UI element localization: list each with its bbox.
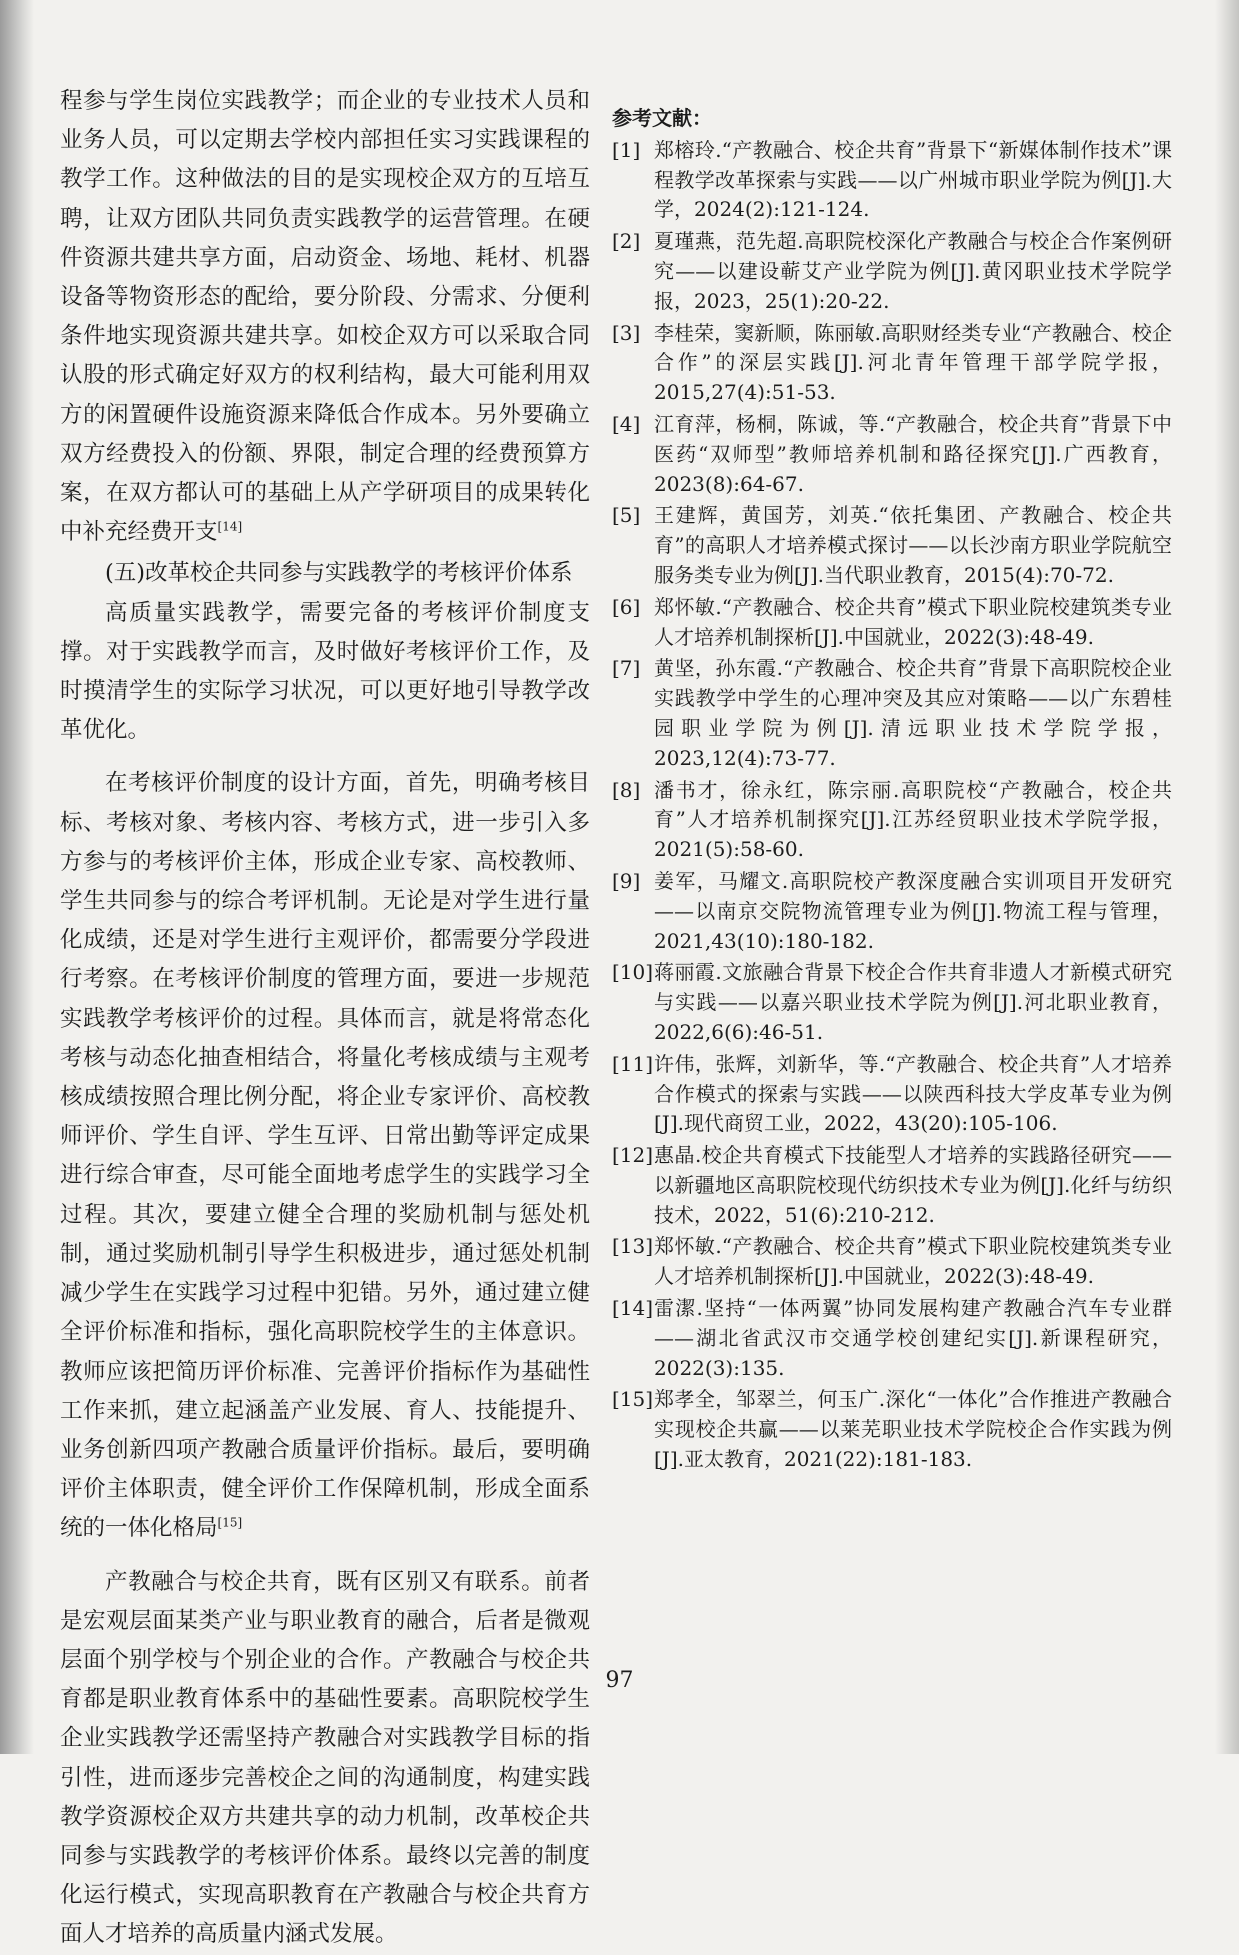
reference-item bbox=[612, 319, 1172, 408]
reference-item bbox=[612, 410, 1172, 499]
reference-number: [8] bbox=[612, 777, 641, 802]
paragraph-assessment-intro: 高质量实践教学，需要完备的考核评价制度支撑。对于实践教学而言，及时做好考核评价工作，及时摸清学生的实际学习状况，可以更好地引导教学改革优化。 bbox=[60, 599, 590, 744]
reference-item bbox=[612, 654, 1172, 773]
reference-text: 郑怀敏.“产教融合、校企共育”模式下职业院校建筑类专业人才培养机制探析[J].中国就业，2022(3):48-49. bbox=[654, 1234, 1172, 1289]
reference-number: [5] bbox=[612, 503, 641, 528]
reference-text: 黄坚，孙东霞.“产教融合、校企共育”背景下高职院校企业实践教学中学生的心理冲突及其应对策略——以广东碧桂园职业学院为例[J].清远职业技术学院学报，2023,12(4):73-77. bbox=[654, 656, 1172, 770]
reference-text: 王建辉，黄国芳，刘英.“依托集团、产教融合、校企共育”的高职人才培养模式探讨——以长沙南方职业学院航空服务类专业为例[J].当代职业教育，2015(4):70-72. bbox=[654, 503, 1172, 587]
reference-item bbox=[612, 136, 1172, 225]
paragraph-resource-sharing bbox=[60, 82, 590, 552]
reference-number: [2] bbox=[612, 229, 641, 254]
reference-number: [12] bbox=[612, 1143, 654, 1168]
reference-text: 雷潔.坚持“一体两翼”协同发展构建产教融合汽车专业群——湖北省武汉市交通学校创建纪实[J].新课程研究，2022(3):135. bbox=[654, 1296, 1172, 1380]
reference-number: [13] bbox=[612, 1234, 654, 1259]
reference-item bbox=[612, 227, 1172, 316]
reference-text: 夏瑾燕，范先超.高职院校深化产教融合与校企合作案例研究——以建设蕲艾产业学院为例[J].黄冈职业技术学院学报，2023，25(1):20-22. bbox=[654, 229, 1172, 313]
reference-number: [3] bbox=[612, 320, 641, 345]
paragraph-text: 在考核评价制度的设计方面，首先，明确考核目标、考核对象、考核内容、考核方式，进一步引入多方参与的考核评价主体，形成企业专家、高校教师、学生共同参与的综合考评机制。无论是对学生进行量化成绩，还是对学生进行主观评价，都需要分学段进行考察。在考核评价制度的管理方面，要进一步规范实践教学考核评价的过程。具体而言，就是将常态化考核与动态化抽查相结合，将量化考核成绩与主观考核成绩按照合理比例分配，将企业专家评价、高校教师评价、学生自评、学生互评、日常出勤等评定成果进行综合审查，尽可能全面地考虑学生的实践学习全过程。其次，要建立健全合理的奖励机制与惩处机制，通过奖励机制引导学生积极进步，通过惩处机制减少学生在实践学习过程中犯错。另外，通过建立健全评价标准和指标，强化高职院校学生的主体意识。教师应该把简历评价标准、完善评价指标作为基础性工作来抓，建立起涵盖产业发展、育人、技能提升、业务创新四项产教融合质量评价指标。最后，要明确评价主体职责，健全评价工作保障机制，形成全面系统的一体化格局 bbox=[60, 770, 590, 1542]
page-binding-shadow bbox=[0, 0, 34, 1754]
reference-list bbox=[612, 136, 1172, 1475]
reference-text: 李桂荣，窦新顺，陈丽敏.高职财经类专业“产教融合、校企合作”的深层实践[J].河北青年管理干部学院学报，2015,27(4):51-53. bbox=[654, 320, 1172, 405]
reference-item bbox=[612, 1294, 1172, 1383]
citation-14: [14] bbox=[217, 519, 243, 534]
reference-item bbox=[612, 776, 1172, 865]
reference-item bbox=[612, 593, 1172, 653]
reference-item bbox=[612, 501, 1172, 590]
reference-number: [11] bbox=[612, 1051, 654, 1076]
reference-text: 郑榕玲.“产教融合、校企共育”背景下“新媒体制作技术”课程教学改革探索与实践——以广州城市职业学院为例[J].大学，2024(2):121-124. bbox=[654, 137, 1172, 222]
reference-item bbox=[612, 867, 1172, 956]
reference-text: 许伟，张辉，刘新华，等.“产教融合、校企共育”人才培养合作模式的探索与实践——以陕西科技大学皮革专业为例[J].现代商贸工业，2022，43(20):105-106. bbox=[654, 1051, 1172, 1136]
paragraph-assessment-design bbox=[60, 764, 590, 1548]
reference-text: 江育萍，杨桐，陈诚，等.“产教融合，校企共育”背景下中医药“双师型”教师培养机制和路径探究[J].广西教育，2023(8):64-67. bbox=[654, 411, 1172, 496]
page-number: 97 bbox=[605, 1668, 634, 1693]
paragraph-text: 程参与学生岗位实践教学；而企业的专业技术人员和业务人员，可以定期去学校内部担任实习实践课程的教学工作。这种做法的目的是实现校企双方的互培互聘，让双方团队共同负责实践教学的运营管理。在硬件资源共建共享方面，启动资金、场地、耗材、机器设备等物资形态的配给，要分阶段、分需求、分便利条件地实现资源共建共享。如校企双方可以采取合同认股的形式确定好双方的权利结构，最大可能利用双方的闲置硬件设施资源来降低合作成本。另外要确立双方经费投入的份额、界限，制定合理的经费预算方案，在双方都认可的基础上从产学研项目的成果转化中补充经费开支 bbox=[60, 88, 590, 546]
reference-text: 姜军，马耀文.高职院校产教深度融合实训项目开发研究——以南京交院物流管理专业为例[J].物流工程与管理，2021,43(10):180-182. bbox=[654, 868, 1172, 953]
references-column bbox=[612, 104, 1172, 1477]
reference-item bbox=[612, 1385, 1172, 1474]
reference-number: [4] bbox=[612, 411, 641, 436]
reference-item bbox=[612, 1232, 1172, 1292]
reference-number: [1] bbox=[612, 137, 641, 162]
reference-number: [9] bbox=[612, 868, 641, 893]
reference-text: 郑怀敏.“产教融合、校企共育”模式下职业院校建筑类专业人才培养机制探析[J].中国就业，2022(3):48-49. bbox=[654, 594, 1172, 649]
references-title: 参考文献： bbox=[612, 106, 712, 130]
reference-number: [14] bbox=[612, 1296, 654, 1321]
paragraph-conclusion: 产教融合与校企共育，既有区别又有联系。前者是宏观层面某类产业与职业教育的融合，后者是微观层面个别学校与个别企业的合作。产教融合与校企共育都是职业教育体系中的基础性要素。高职院校学生企业实践教学还需坚持产教融合对实践教学目标的指引性，进而逐步完善校企之间的沟通制度，构建实践教学资源校企双方共建共享的动力机制，改革校企共同参与实践教学的考核评价体系。最终以完善的制度化运行模式，实现高职教育在产教融合与校企共育方面人才培养的高质量内涵式发展。 bbox=[60, 1568, 590, 1948]
reference-item bbox=[612, 1050, 1172, 1139]
reference-number: [7] bbox=[612, 656, 641, 681]
reference-item bbox=[612, 958, 1172, 1047]
reference-text: 蒋丽霞.文旅融合背景下校企合作共育非遗人才新模式研究与实践——以嘉兴职业技术学院为例[J].河北职业教育，2022,6(6):46-51. bbox=[654, 960, 1172, 1044]
citation-15: [15] bbox=[217, 1515, 243, 1530]
reference-text: 郑孝全，邹翠兰，何玉广.深化“一体化”合作推进产教融合实现校企共赢——以莱芜职业技术学院校企合作实践为例[J].亚太教育，2021(22):181-183. bbox=[654, 1387, 1172, 1472]
section-heading-5: (五)改革校企共同参与实践教学的考核评价体系 bbox=[105, 560, 573, 587]
reference-number: [10] bbox=[612, 960, 654, 985]
page-edge-shadow bbox=[1215, 0, 1239, 1754]
reference-number: [15] bbox=[612, 1387, 654, 1412]
reference-text: 潘书才，徐永红，陈宗丽.高职院校“产教融合，校企共育”人才培养机制探究[J].江苏经贸职业技术学院学报，2021(5):58-60. bbox=[654, 777, 1172, 862]
reference-item bbox=[612, 1141, 1172, 1230]
reference-number: [6] bbox=[612, 594, 641, 619]
reference-text: 惠晶.校企共育模式下技能型人才培养的实践路径研究——以新疆地区高职院校现代纺织技术专业为例[J].化纤与纺织技术，2022，51(6):210-212. bbox=[654, 1143, 1172, 1227]
